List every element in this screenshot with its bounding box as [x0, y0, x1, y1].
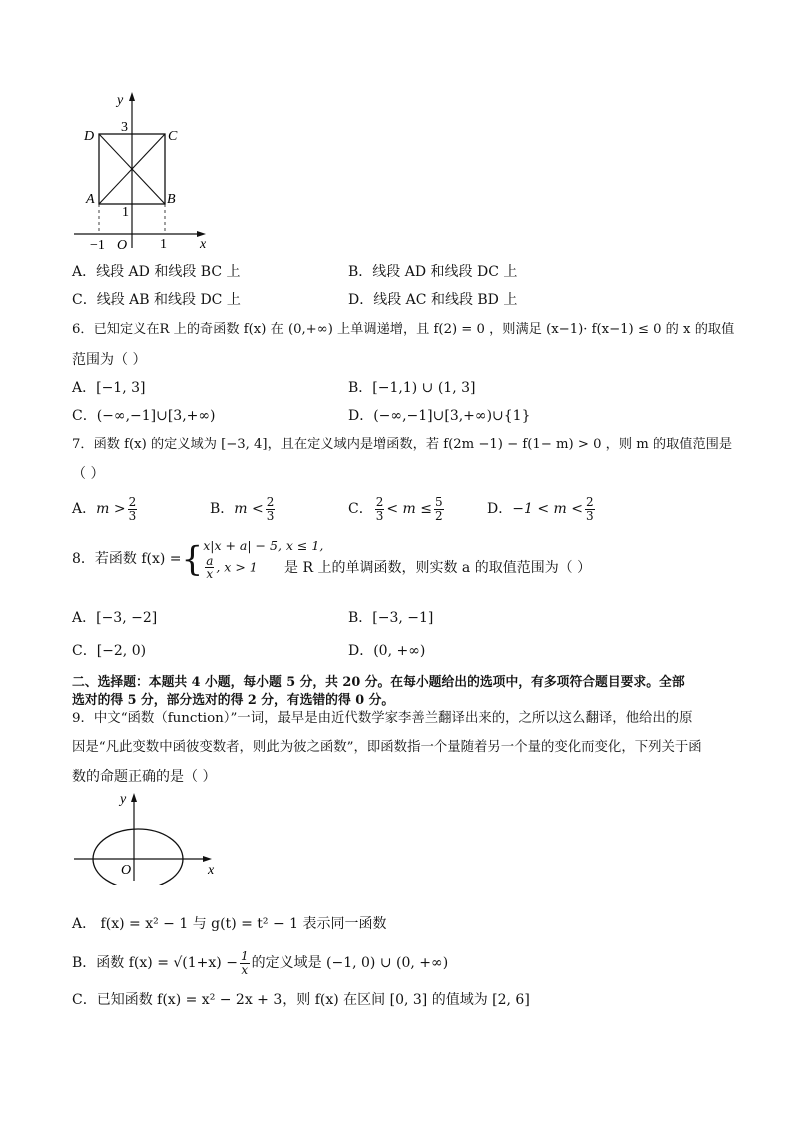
q6-option-d[interactable]: D．(−∞,−1]∪[3,+∞)∪{1}: [348, 408, 531, 424]
q7-option-b-text: m <: [234, 501, 264, 518]
numerator: 2: [585, 495, 594, 509]
y-axis-label: y: [117, 93, 124, 108]
q6-stem-line2: 范围为（ ）: [72, 352, 147, 368]
vertex-label-b: B: [167, 192, 176, 207]
numerator: 5: [435, 495, 443, 509]
q8-lead: 8．若函数 f(x) =: [72, 551, 182, 568]
square-figure: [70, 88, 220, 256]
q7-option-b[interactable]: [210, 496, 277, 522]
q8-piece-1: x|x + a| − 5, x ≤ 1,: [203, 538, 324, 553]
q6-option-c[interactable]: C．(−∞,−1]∪[3,+∞): [72, 408, 216, 424]
origin-label: O: [117, 238, 128, 253]
tick-label-1-y: 1: [122, 205, 129, 220]
q7-option-d-text: −1 < m <: [512, 501, 583, 518]
q7-stem-line2: （ ）: [72, 466, 105, 482]
q7-option-a-label: A．: [72, 501, 97, 518]
numerator: 2: [266, 495, 275, 509]
q9-option-b-text: B．函数 f(x) = √(1+x) −: [72, 955, 238, 972]
q7-stem-line1: 7．函数 f(x) 的定义域为 [−3, 4]，且在定义域内是增函数，若 f(2m −1) − f(1− m) > 0 ，则 m 的取值范围是: [72, 437, 733, 452]
q5-option-d[interactable]: D．线段 AC 和线段 BD 上: [348, 292, 518, 308]
q5-option-b[interactable]: B．线段 AD 和线段 DC 上: [348, 264, 518, 280]
y-axis-label: y: [120, 792, 127, 807]
tick-label-1-x: 1: [160, 237, 167, 252]
q9-option-b[interactable]: [72, 950, 448, 976]
q7-option-c-fraction-1: [375, 496, 385, 522]
q9-option-a[interactable]: A． f(x) = x² − 1 与 g(t) = t² − 1 表示同一函数: [72, 916, 387, 932]
denominator: x: [206, 567, 214, 582]
q8-option-b[interactable]: B．[−3, −1]: [348, 610, 434, 626]
q8-piece-2-fraction: [205, 555, 214, 581]
q8-option-a[interactable]: A．[−3, −2]: [72, 610, 158, 626]
tick-label-3: 3: [121, 120, 128, 135]
x-axis-label: x: [200, 237, 207, 252]
q6-option-b[interactable]: B．[−1,1) ∪ (1, 3]: [348, 380, 476, 396]
q8-piece-2-tail: , x > 1: [216, 559, 258, 575]
q9-option-b-fraction: [240, 950, 250, 976]
vertex-label-d: D: [84, 129, 95, 144]
denominator: 3: [266, 508, 275, 523]
q7-option-a-fraction: [128, 496, 138, 522]
q7-option-b-fraction: [266, 496, 276, 522]
denominator: x: [241, 962, 249, 977]
denominator: 3: [375, 508, 384, 523]
numerator: 2: [375, 495, 384, 509]
q8-stem-tail: 是 R 上的单调函数，则实数 a 的取值范围为（ ）: [284, 560, 592, 576]
vertex-label-a: A: [86, 192, 95, 207]
q7-option-c[interactable]: [348, 496, 446, 522]
q7-option-c-fraction-2: [434, 496, 444, 522]
x-axis-label: x: [208, 863, 215, 878]
q9-stem-line2: 因是“凡此变数中函彼变数者，则此为彼之函数”，即函数指一个量随着另一个量的变化而变化，下列关于函: [72, 740, 702, 755]
section-2-header-line1: 二、选择题：本题共 4 小题，每小题 5 分，共 20 分。在每小题给出的选项中，有多项符合题目要求。全部: [72, 675, 685, 690]
q7-option-b-label: B．: [210, 501, 235, 518]
q8-option-d[interactable]: D．(0, +∞): [348, 643, 426, 659]
tick-label-neg1: −1: [90, 238, 105, 253]
vertex-label-c: C: [168, 129, 178, 144]
denominator: 3: [128, 508, 137, 523]
numerator: a: [206, 553, 214, 568]
q9-stem-line3: 数的命题正确的是（ ）: [72, 769, 217, 785]
q9-stem-line1: 9．中文“函数（function）”一词，最早是由近代数学家李善兰翻译出来的，之所以这么翻译，他给出的原: [72, 711, 693, 726]
q7-option-c-text: < m ≤: [386, 501, 432, 518]
numerator: 1: [240, 949, 249, 963]
q7-option-c-label: C．: [348, 501, 373, 518]
denominator: 2: [435, 508, 443, 523]
q6-option-a[interactable]: A．[−1, 3]: [72, 380, 146, 396]
q9-option-b-tail: 的定义域是 (−1, 0) ∪ (0, +∞): [251, 955, 449, 972]
q9-option-c[interactable]: C．已知函数 f(x) = x² − 2x + 3，则 f(x) 在区间 [0, 3] 的值域为 [2, 6]: [72, 992, 530, 1008]
numerator: 2: [128, 495, 137, 509]
q7-option-a-text: m >: [96, 501, 126, 518]
ellipse-figure: [70, 785, 230, 885]
q5-option-c[interactable]: C．线段 AB 和线段 DC 上: [72, 292, 241, 308]
q7-option-a[interactable]: [72, 496, 139, 522]
q7-option-d[interactable]: [487, 496, 597, 522]
section-2-header-line2: 选对的得 5 分，部分选对的得 2 分，有选错的得 0 分。: [72, 693, 395, 708]
q8-option-c[interactable]: C．[−2, 0): [72, 643, 147, 659]
q7-option-d-label: D．: [487, 501, 513, 518]
q7-option-d-fraction: [585, 496, 595, 522]
denominator: 3: [585, 508, 594, 523]
brace-glyph: {: [181, 539, 204, 580]
q6-stem-line1: 6．已知定义在R 上的奇函数 f(x) 在 (0,+∞) 上单调递增，且 f(2) = 0 ，则满足 (x−1)· f(x−1) ≤ 0 的 x 的取值: [72, 322, 735, 337]
q5-option-a[interactable]: A．线段 AD 和线段 BC 上: [72, 264, 241, 280]
origin-label: O: [121, 863, 132, 878]
